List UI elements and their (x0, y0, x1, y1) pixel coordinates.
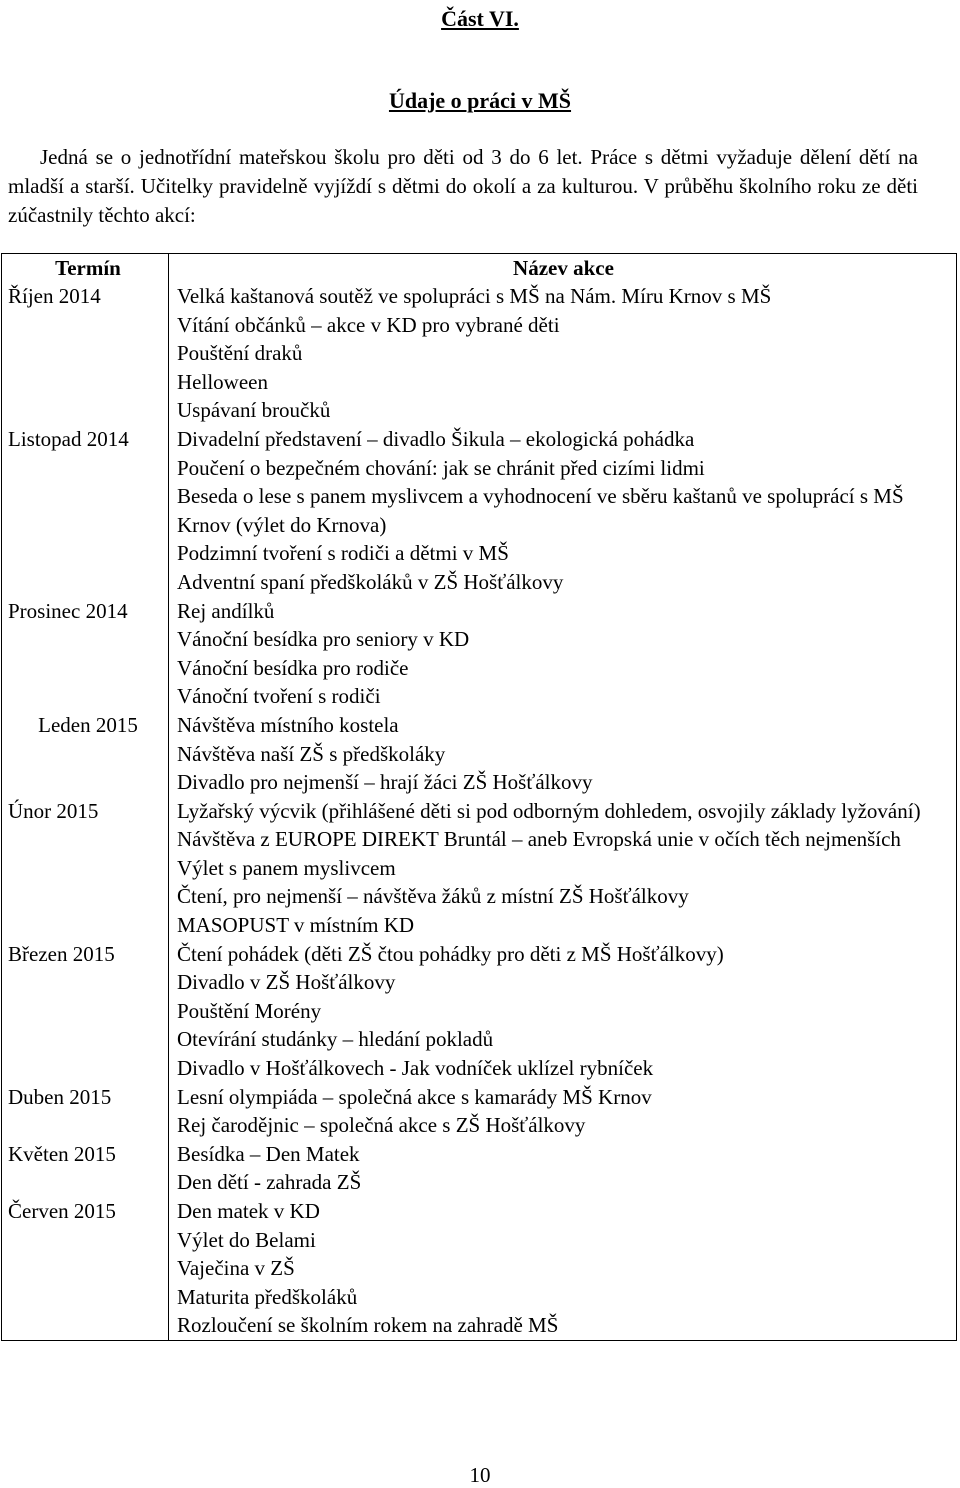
term-label: Květen 2015 (8, 1141, 116, 1166)
event-item: Vaječina v ZŠ (177, 1256, 295, 1281)
event-item: Pouštění draků (177, 341, 303, 366)
term-cell (2, 425, 169, 597)
event-item: Rej andílků (177, 598, 275, 623)
event-item: Lesní olympiáda – společná akce s kamarády MŠ Krnov (177, 1084, 652, 1109)
event-item: Výlet do Belami (177, 1227, 316, 1252)
term-cell (2, 1140, 169, 1197)
event-item: Návštěva místního kostela (177, 712, 399, 737)
event-item: Návštěva naší ZŠ s předškoláky (177, 741, 446, 766)
event-item: Adventní spaní předškoláků v ZŠ Hošťálkovy (177, 569, 564, 594)
term-cell (2, 282, 169, 425)
events-cell (169, 1197, 957, 1340)
event-item: Návštěva z EUROPE DIREKT Bruntál – aneb Evropská unie v očích těch nejmenších (177, 827, 901, 852)
events-cell (169, 282, 957, 425)
events-cell (169, 425, 957, 597)
event-item: Divadlo pro nejmenší – hrají žáci ZŠ Hošťálkovy (177, 770, 593, 795)
event-item: Lyžařský výcvik (přihlášené děti si pod odborným dohledem, osvojily základy lyžování) (177, 798, 921, 823)
event-item: Velká kaštanová soutěž ve spolupráci s MŠ na Nám. Míru Krnov s MŠ (177, 284, 772, 308)
term-cell (2, 597, 169, 711)
event-item: Vánoční besídka pro rodiče (177, 655, 409, 680)
event-item: Vítání občánků – akce v KD pro vybrané děti (177, 312, 560, 337)
event-item: MASOPUST v místním KD (177, 913, 415, 938)
term-cell (2, 1197, 169, 1340)
events-cell (169, 597, 957, 711)
term-cell (2, 797, 169, 940)
term-label: Říjen 2014 (8, 284, 101, 308)
table-header-row (2, 254, 957, 283)
events-cell (169, 711, 957, 797)
table-row (2, 797, 957, 940)
table-body (2, 282, 957, 1340)
term-cell (2, 1083, 169, 1140)
event-item: Divadlo v Hošťálkovech - Jak vodníček uklízel rybníček (177, 1056, 654, 1081)
table-row (2, 940, 957, 1083)
table-row (2, 1140, 957, 1197)
event-item: Vánoční besídka pro seniory v KD (177, 627, 470, 652)
table-row (2, 597, 957, 711)
term-label: Březen 2015 (8, 941, 115, 966)
event-item: Den dětí - zahrada ZŠ (177, 1170, 362, 1195)
events-cell (169, 1140, 957, 1197)
table-row (2, 425, 957, 597)
term-cell (2, 940, 169, 1083)
page-number: 10 (469, 1463, 491, 1487)
table-row (2, 1197, 957, 1340)
header-term: Termín (2, 254, 169, 283)
term-label: Duben 2015 (8, 1084, 112, 1109)
event-item: Rozloučení se školním rokem na zahradě MŠ (177, 1313, 559, 1338)
event-item: Beseda o lese s panem myslivcem a vyhodnocení ve sběru kaštanů ve spoluprácí s MŠ Krnov (výlet do Krnova) (177, 484, 904, 537)
term-cell (2, 711, 169, 797)
term-label: Únor 2015 (8, 798, 99, 823)
event-item: Otevírání studánky – hledání pokladů (177, 1027, 494, 1052)
events-cell (169, 940, 957, 1083)
event-item: Den matek v KD (177, 1199, 320, 1223)
event-item: Podzimní tvoření s rodiči a dětmi v MŠ (177, 541, 509, 566)
term-label: Leden 2015 (38, 712, 138, 737)
part-title: Část VI. (441, 6, 519, 31)
event-item: Helloween (177, 369, 268, 394)
event-item: Poučení o bezpečném chování: jak se chránit před cizími lidmi (177, 455, 705, 480)
table-row (2, 282, 957, 425)
event-item: Uspávaní broučků (177, 398, 331, 423)
event-item: Maturita předškoláků (177, 1284, 358, 1309)
event-item: Pouštění Morény (177, 998, 322, 1023)
event-item: Čtení pohádek (děti ZŠ čtou pohádky pro děti z MŠ Hošťálkovy) (177, 941, 724, 966)
events-table (1, 253, 957, 1341)
term-label: Prosinec 2014 (8, 598, 128, 623)
section-title: Údaje o práci v MŠ (388, 88, 572, 113)
event-item: Divadelní představení – divadlo Šikula – ekologická pohádka (177, 426, 695, 451)
event-item: Čtení, pro nejmenší – návštěva žáků z místní ZŠ Hošťálkovy (177, 884, 689, 909)
event-item: Rej čarodějnic – společná akce s ZŠ Hošťálkovy (177, 1113, 586, 1138)
event-item: Výlet s panem myslivcem (177, 855, 396, 880)
table-row (2, 711, 957, 797)
event-item: Divadlo v ZŠ Hošťálkovy (177, 970, 396, 995)
term-label: Červen 2015 (8, 1199, 116, 1223)
header-events: Název akce (169, 254, 957, 283)
events-cell (169, 797, 957, 940)
event-item: Besídka – Den Matek (177, 1141, 360, 1166)
events-cell (169, 1083, 957, 1140)
term-label: Listopad 2014 (8, 426, 129, 451)
intro-paragraph: Jedná se o jednotřídní mateřskou školu pro děti od 3 do 6 let. Práce s dětmi vyžaduje dělení dětí na mladší a starší. Učitelky pravidelně vyjíždí s dětmi do okolí a za kulturou. V průběhu školního roku ze děti zúčastnily těchto akcí: (8, 145, 918, 227)
event-item: Vánoční tvoření s rodiči (177, 684, 381, 709)
table-row (2, 1083, 957, 1140)
